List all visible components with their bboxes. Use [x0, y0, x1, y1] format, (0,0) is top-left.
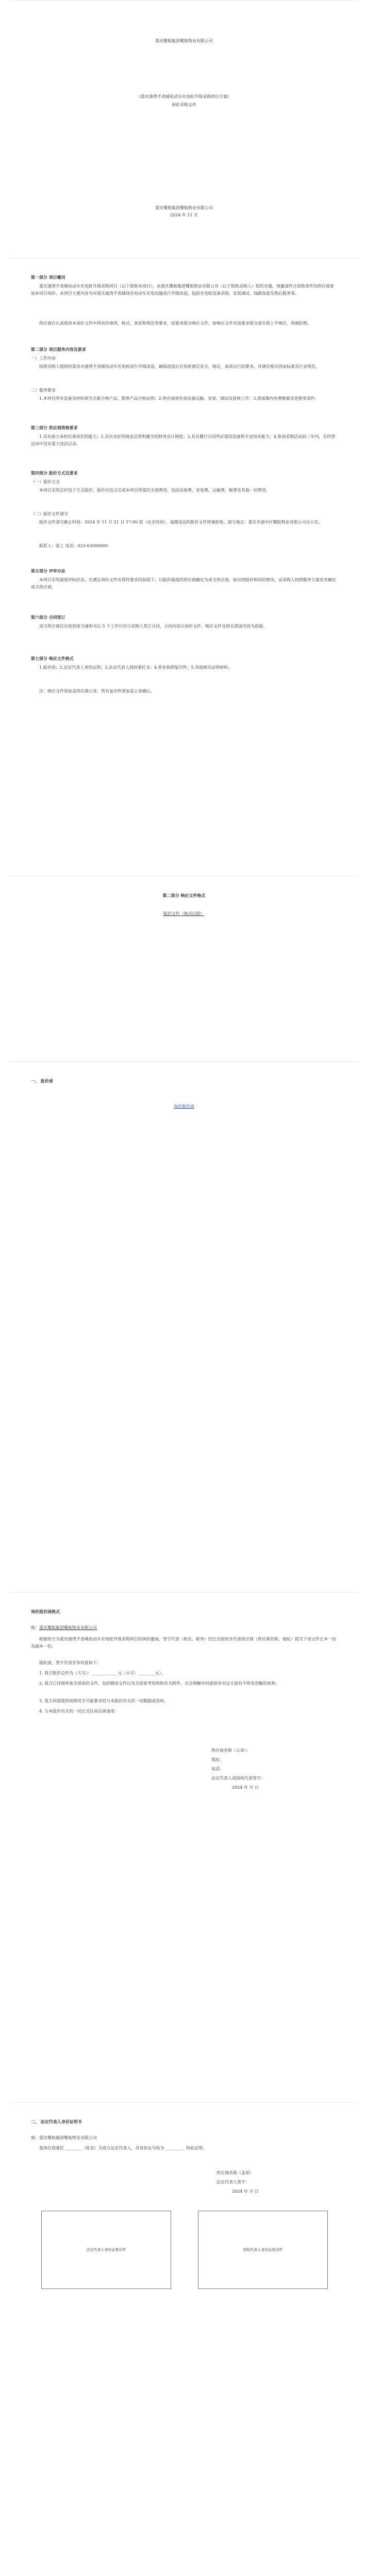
- s2-title: 第三部分 供应商资格要求: [31, 425, 78, 430]
- form1-sign2: 地址：: [211, 1757, 224, 1762]
- form1-link[interactable]: 询价报价函: [174, 1104, 194, 1109]
- form1-page: [10, 1061, 358, 1592]
- part2-subtitle-text: 报价文件（格式后附）: [163, 911, 205, 916]
- part2-title: 第二部分 响应文件格式: [162, 893, 206, 898]
- cover-date: 2024 年 11 月: [170, 213, 198, 217]
- form2-box2-label: 授权代表人身份证复印件: [243, 2248, 283, 2252]
- form2-box2: [198, 2211, 328, 2289]
- cover-page: [10, 0, 358, 248]
- form2-box1: [41, 2211, 171, 2289]
- s3-1-text: 本项目采用总价包干方式报价，报价应包含完成本项目所需的全部费用，包括设备费、安装费、运输费、税费及其他一切费用。: [39, 488, 270, 493]
- s2-text: 1.具有独立承担民事责任的能力；2.具有良好的商业信誉和健全的财务会计制度；3.具有履行合同所必需的设备和专业技术能力；4.参加采购活动前三年内，在经营活动中没有重大违法记录。: [31, 434, 336, 446]
- s1-1-text: 按照采购人提供的需求对港湾手表城电动车充电桩进行升级改造，确保改造后充电桩满足安全、稳定、高效运行的要求，并满足相关国家标准及行业规范。: [39, 364, 320, 369]
- form2-box1-label: 法定代表人身份证复印件: [86, 2248, 126, 2252]
- part1-page: [10, 258, 358, 866]
- s5-title: 第六部分 合同签订: [31, 615, 65, 620]
- form1-sign4: 法定代表人或授权代表签字：: [211, 1776, 265, 1781]
- s3-2-text: 报价文件递交截止时间：2024 年 11 月 21 日 17:00 前（北京时间），逾期送达的报价文件将被拒收。递交地点：重庆市渝中区鹭航物业有限公司办公室。: [39, 520, 323, 524]
- form1-date: 2024 年 月 日: [232, 1785, 259, 1790]
- form1-item1: 1. 我方报价总价为（大写）：____________ 元（小写：________元）。: [39, 1671, 165, 1675]
- s6-note: 注：响应文件须加盖供应商公章，所有复印件须加盖公章确认。: [39, 689, 155, 693]
- form2-sign1: 供应商名称（盖章）: [216, 2171, 254, 2175]
- s3-2: （二）报价文件递交: [31, 512, 68, 516]
- cover-company-bottom: 重庆鹭航集团鹭航物业有限公司: [155, 206, 213, 210]
- form1-sign3: 电话：: [211, 1767, 224, 1771]
- form1-to-company: 重庆鹭航集团鹭航物业有限公司: [39, 1625, 97, 1630]
- s1-title: 第二部分 项目服务内容及要求: [31, 347, 86, 352]
- form1-to-label: 致：: [31, 1625, 39, 1630]
- cover-doc-type: 询价采购文件: [172, 103, 196, 107]
- form1-sign1: 供应商名称（公章）：: [211, 1748, 250, 1753]
- s6-list: 1.报价函；2.法定代表人身份证明；3.法定代表人授权委托书；4.营业执照复印件；5.其他相关证明材料。: [39, 665, 232, 670]
- part1-para1: 重庆港湾手表城电动车充电桩升级采购项目（以下简称本项目），由重庆鹭航集团鹭航物业有限公司（以下简称采购人）组织实施，现邀请符合资格条件的供应商参加本项目询价。本项目主要内容为对重庆港湾手表城现有电动车充电设施进行升级改造，包括充电桩设备采购、安装调试、线路改造及售后服务等。: [31, 284, 334, 296]
- form1-to: [31, 1624, 337, 1632]
- form2-body: 致：重庆鹭航集团鹭航物业有限公司: [31, 2136, 97, 2140]
- s3-3-text: 联系人：张工 电话：023-63000000: [39, 544, 108, 548]
- part1-para2: 供应商应认真阅读本询价文件中所有的事项、格式、条款和规范等要求，按要求提交响应文件，如响应文件未按要求提交或实质上不响应，将被拒绝。: [39, 321, 311, 326]
- part2-page: [10, 876, 358, 1062]
- part2-subtitle: [31, 910, 337, 918]
- cover-company-top: 重庆鹭航集团鹭航物业有限公司: [155, 39, 213, 43]
- s4-text: 本项目采用最低评标价法，在满足询价文件实质性要求的前提下，以报价最低的供应商确定为成交供应商。如出现报价相同的情况，由采购人按照服务方案优劣确定成交供应商。: [31, 578, 336, 589]
- form1-item4: 4. 与本报价有关的一切正式往来信函请寄：: [39, 1709, 119, 1714]
- part1-heading: 第一部分 项目概况: [31, 275, 65, 280]
- form1-body2: 据此函，签字代表宣布同意如下：: [39, 1660, 101, 1665]
- s3-title: 第四部分 报价方式及要求: [31, 470, 78, 476]
- form1-body-page: [10, 1592, 358, 2103]
- form2-sign2: 法定代表人签字：: [216, 2180, 249, 2184]
- form2-page: [10, 2102, 358, 2576]
- s4-title: 第五部分 评审办法: [31, 568, 65, 573]
- form1-heading-sub: 询价报价函格式: [31, 1609, 60, 1614]
- form1-item3: 3. 我方同意提供按照贵方可能要求的与本报价有关的一切数据或资料。: [39, 1699, 169, 1703]
- s3-1: （一）报价方式: [31, 480, 60, 484]
- s5-text: 成交供应商应在收到成交通知书后 5 个工作日内与采购人签订合同，合同内容以询价文件、响应文件及相关澄清内容为依据。: [39, 624, 267, 629]
- form1-link-row: [31, 1103, 337, 1110]
- s6-title: 第七部分 响应文件格式: [31, 656, 74, 661]
- cover-project-title: 《重庆港湾手表城电动车充电桩升级采购项目方案》: [137, 94, 231, 99]
- s1-1: 一）工作内容: [31, 356, 56, 361]
- form1-item2: 2. 我方已详细审查全部询价文件，包括修改文件以及全部参考资料和有关附件，完全理解并同意放弃对这方面有不明及误解的权利。: [39, 1681, 280, 1686]
- form2-text: 我单位现委托 ________（姓名）为我方法定代表人，其身份证号码为 ________，特此证明。: [39, 2146, 207, 2150]
- form2-date: 2024 年 月 日: [232, 2189, 259, 2194]
- s1-2-text: 1.本项目所有设备及材料须为全新合格产品，提供产品合格证明；2.供应商须负责设备运输、安装、调试及验收工作；3.质保期内免费维修及更换零部件。: [39, 396, 319, 401]
- form2-heading: 二、 法定代表人身份证明书: [31, 2119, 82, 2124]
- form1-body1: 根据贵方为重庆港湾手表城电动车充电桩升级采购项目的询价邀请，签字代表（姓名、职务）经正式授权并代表供应商（供应商名称、地址）提交下述文件正本一份及副本一份。: [31, 1637, 336, 1649]
- s1-2: 二）服务要求: [31, 388, 56, 393]
- form1-heading: 一、 报价函: [31, 1078, 53, 1083]
